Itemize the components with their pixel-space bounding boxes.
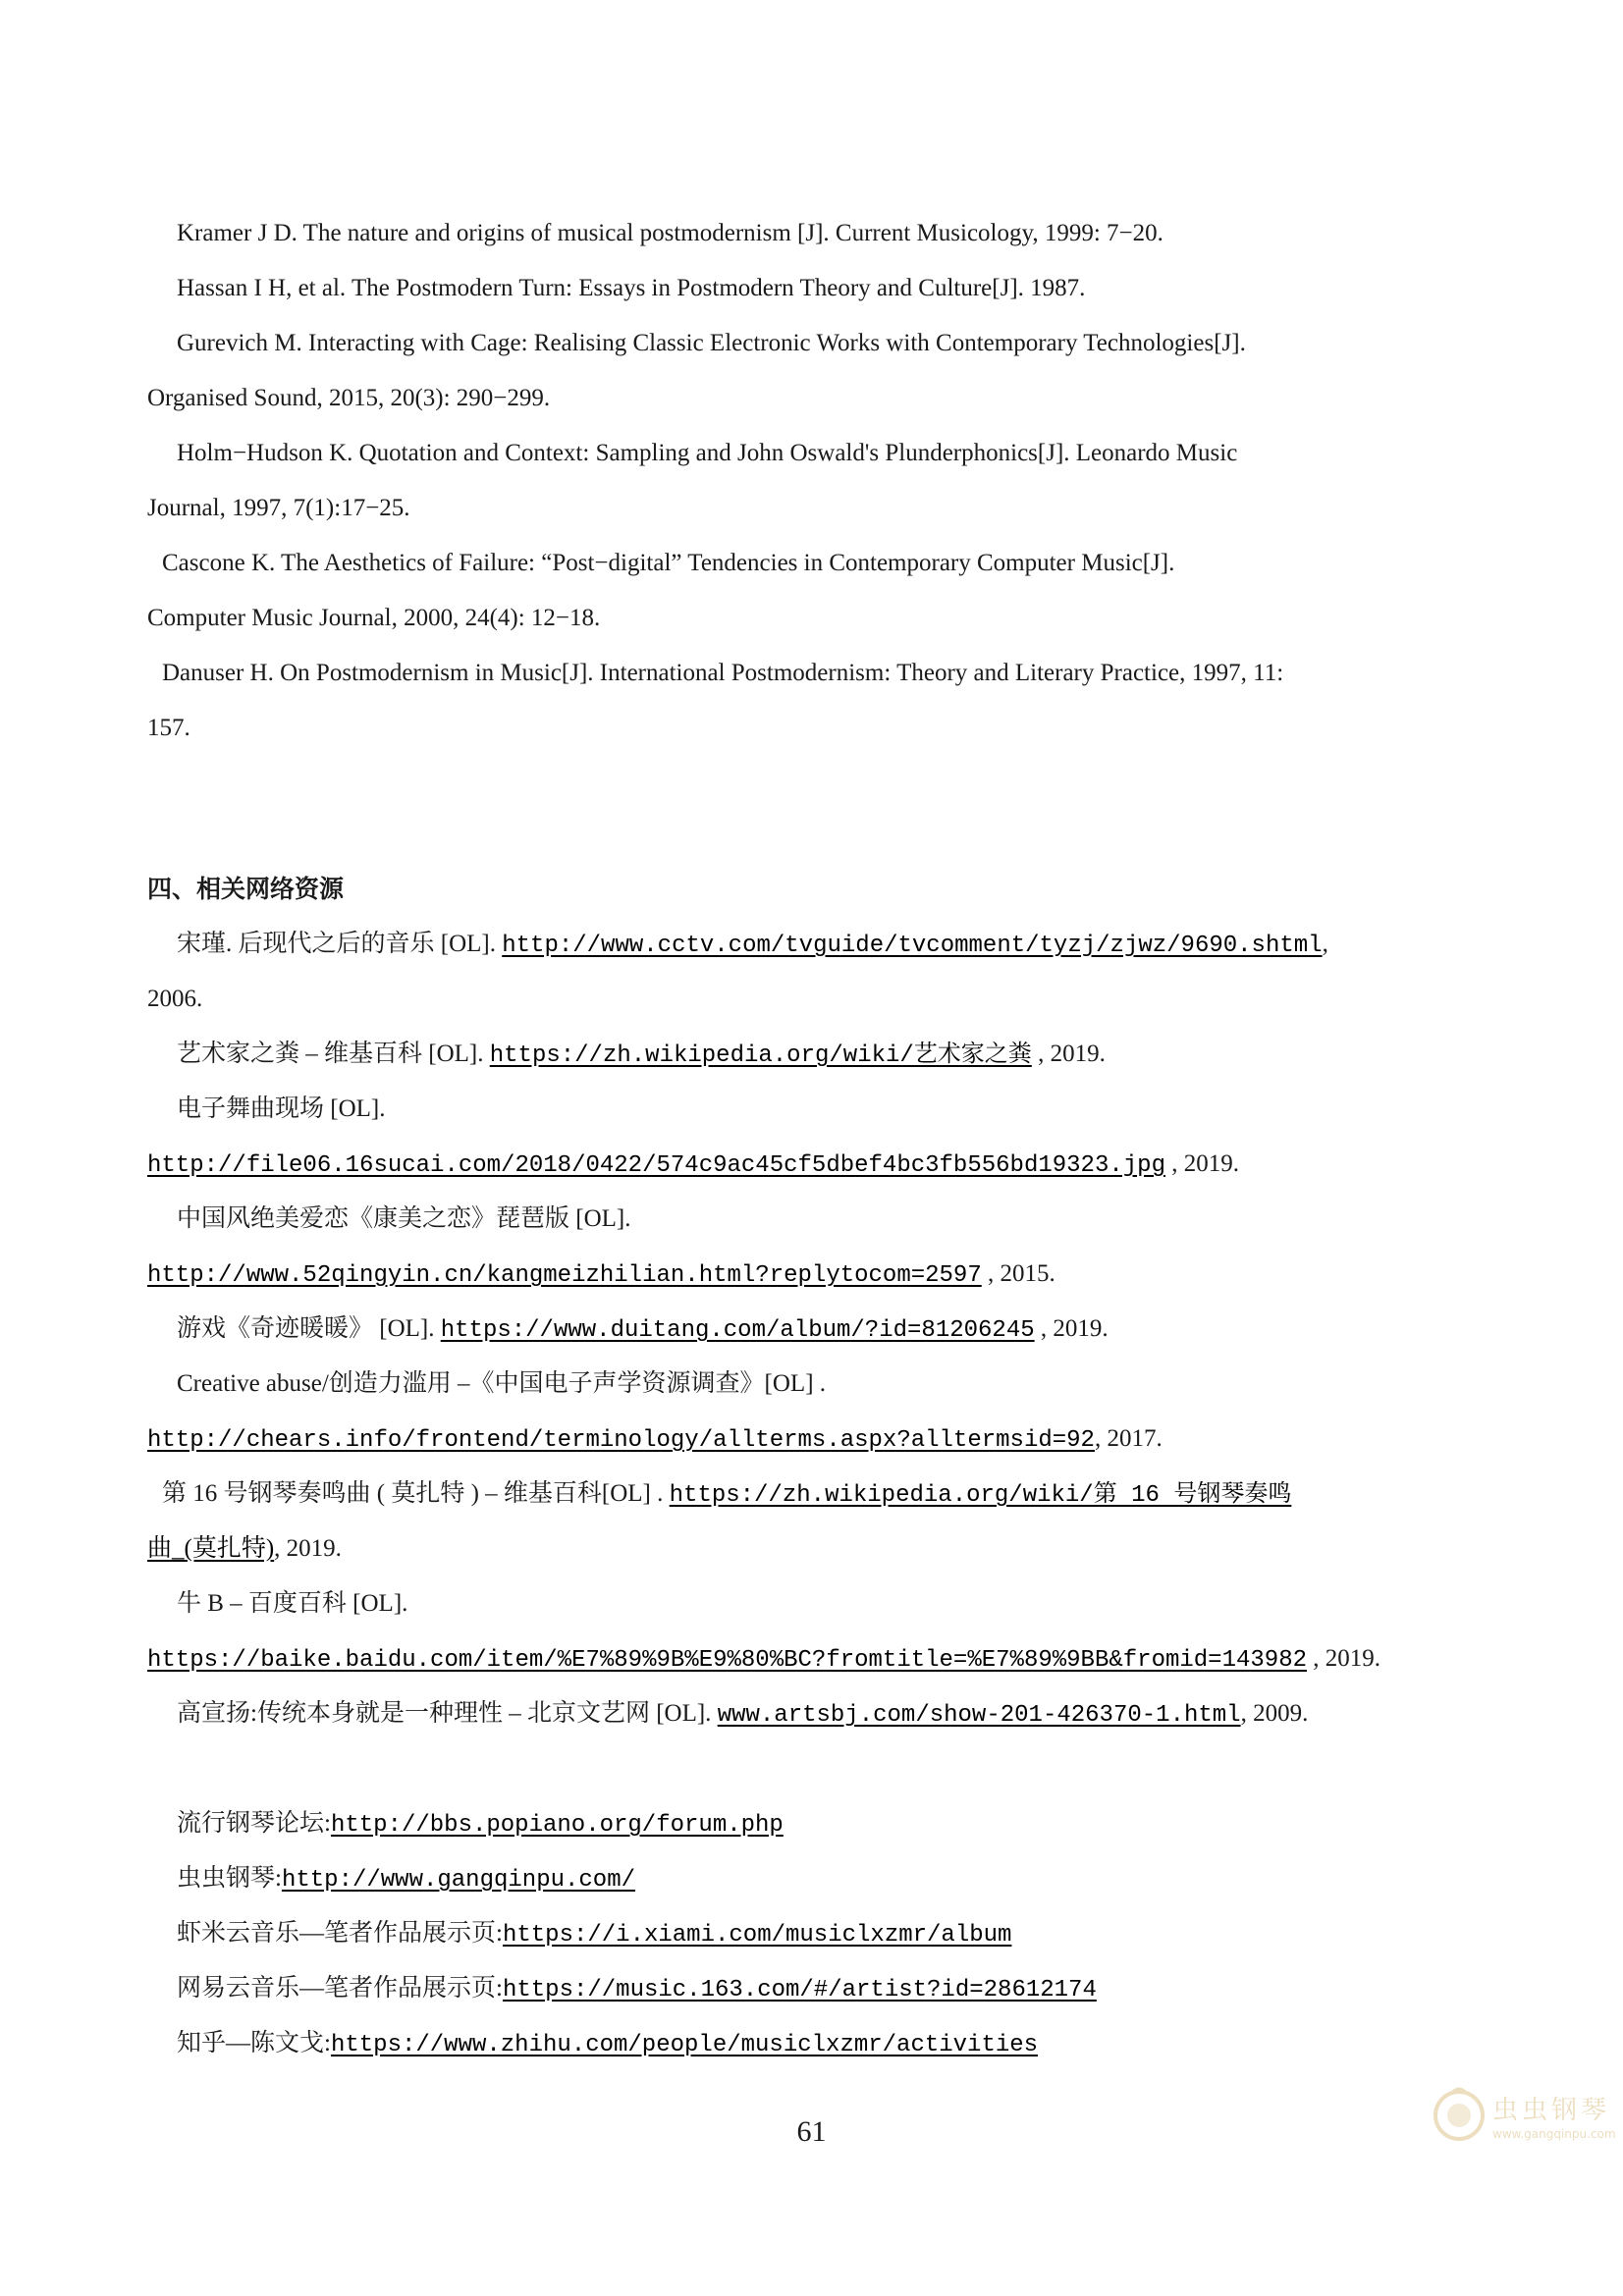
site-item bbox=[177, 1917, 1011, 1952]
site-item bbox=[177, 2027, 1038, 2062]
site-label: 流行钢琴论坛: bbox=[177, 1810, 331, 1837]
reference-link[interactable]: http://chears.info/frontend/terminology/allterms.aspx?alltermsid=92 bbox=[147, 1427, 1095, 1454]
watermark bbox=[1432, 2076, 1618, 2164]
web-reference bbox=[162, 1477, 1291, 1513]
reference-line: Gurevich M. Interacting with Cage: Realising Classic Electronic Works with Contemporary Technologies[J]. bbox=[177, 330, 1246, 356]
reference-text: 宋瑾. 后现代之后的音乐 [OL]. bbox=[177, 931, 503, 957]
site-link[interactable]: https://www.zhihu.com/people/musiclxzmr/activities bbox=[330, 2032, 1039, 2058]
reference-line: Danuser H. On Postmodernism in Music[J]. International Postmodernism: Theory and Literary Practice, 1997, 11: bbox=[162, 660, 1284, 686]
reference-link[interactable]: www.artsbj.com/show-201-426370-1.html bbox=[717, 1702, 1241, 1729]
page-number: 61 bbox=[796, 2115, 827, 2148]
site-link[interactable]: https://music.163.com/#/artist?id=28612174 bbox=[502, 1977, 1097, 2003]
reference-text: , 2019. bbox=[1164, 1150, 1239, 1177]
site-link[interactable]: http://bbs.popiano.org/forum.php bbox=[330, 1812, 784, 1839]
section-heading: 四、相关网络资源 bbox=[147, 875, 345, 903]
reference-text: , 2015. bbox=[981, 1260, 1055, 1287]
web-reference bbox=[147, 1642, 1380, 1678]
site-label: 虫虫钢琴: bbox=[177, 1865, 282, 1892]
site-link[interactable]: http://www.gangqinpu.com/ bbox=[281, 1867, 636, 1894]
reference-text: , 2019. bbox=[1034, 1315, 1109, 1342]
reference-link[interactable]: 曲_(莫扎特) bbox=[147, 1535, 275, 1562]
web-reference bbox=[147, 1422, 1163, 1458]
reference-line: Cascone K. The Aesthetics of Failure: “Post−digital” Tendencies in Contemporary Computer Music[J]. bbox=[162, 550, 1175, 576]
reference-line: Holm−Hudson K. Quotation and Context: Sampling and John Oswald's Plunderphonics[J]. Leonardo Music bbox=[177, 440, 1238, 466]
reference-line: Creative abuse/创造力滥用 –《中国电子声学资源调查》[OL] . bbox=[177, 1370, 827, 1397]
reference-link[interactable]: https://baike.baidu.com/item/%E7%89%9B%E9%80%BC?fromtitle=%E7%89%9BB&fromid=143982 bbox=[147, 1647, 1307, 1674]
reference-link[interactable]: http://www.cctv.com/tvguide/tvcomment/tyzj/zjwz/9690.shtml bbox=[502, 933, 1323, 959]
reference-link[interactable]: http://file06.16sucai.com/2018/0422/574c9ac45cf5dbef4bc3fb556bd19323.jpg bbox=[147, 1152, 1165, 1179]
reference-text: 第 16 号钢琴奏鸣曲 ( 莫扎特 ) – 维基百科[OL] . bbox=[162, 1480, 670, 1507]
web-reference bbox=[177, 1312, 1109, 1348]
web-reference bbox=[177, 1697, 1308, 1733]
web-reference bbox=[147, 1257, 1055, 1293]
reference-text: , 2009. bbox=[1240, 1700, 1309, 1727]
reference-text: 游戏《奇迹暖暖》 [OL]. bbox=[177, 1315, 441, 1342]
site-label: 知乎—陈文戈: bbox=[177, 2030, 331, 2056]
reference-line: Kramer J D. The nature and origins of musical postmodernism [J]. Current Musicology, 1999: 7−20. bbox=[177, 220, 1163, 246]
reference-line: 中国风绝美爱恋《康美之恋》琵琶版 [OL]. bbox=[177, 1205, 631, 1232]
reference-line: Journal, 1997, 7(1):17−25. bbox=[147, 495, 410, 521]
site-link[interactable]: https://i.xiami.com/musiclxzmr/album bbox=[502, 1922, 1012, 1949]
reference-text: , 2019. bbox=[274, 1535, 342, 1562]
reference-line: Hassan I H, et al. The Postmodern Turn: Essays in Postmodern Theory and Culture[J]. 1987. bbox=[177, 275, 1086, 301]
web-reference bbox=[147, 1532, 342, 1566]
web-reference bbox=[177, 1038, 1106, 1073]
site-label: 虾米云音乐—笔者作品展示页: bbox=[177, 1920, 503, 1947]
site-item bbox=[177, 1972, 1097, 2007]
web-reference bbox=[147, 1148, 1239, 1183]
logo-icon bbox=[1432, 2082, 1487, 2151]
web-reference bbox=[177, 928, 1328, 963]
reference-text: 艺术家之粪 – 维基百科 [OL]. bbox=[177, 1041, 490, 1067]
watermark-url: www.gangqinpu.com bbox=[1492, 2127, 1616, 2141]
site-item bbox=[177, 1807, 784, 1842]
reference-text: , 2019. bbox=[1307, 1645, 1380, 1672]
reference-link[interactable]: https://www.duitang.com/album/?id=81206245 bbox=[440, 1317, 1035, 1344]
reference-line: 157. bbox=[147, 715, 190, 741]
reference-text: , 2019. bbox=[1031, 1041, 1106, 1067]
reference-link[interactable]: https://zh.wikipedia.org/wiki/艺术家之粪 bbox=[489, 1042, 1032, 1069]
reference-line: 2006. bbox=[147, 986, 203, 1012]
reference-text: , 2017. bbox=[1094, 1425, 1163, 1452]
reference-link[interactable]: https://zh.wikipedia.org/wiki/第 16 号钢琴奏鸣 bbox=[669, 1482, 1292, 1509]
site-label: 网易云音乐—笔者作品展示页: bbox=[177, 1975, 503, 2002]
reference-line: Computer Music Journal, 2000, 24(4): 12−18. bbox=[147, 605, 601, 631]
reference-line: 牛 B – 百度百科 [OL]. bbox=[177, 1590, 408, 1617]
reference-text: 高宣扬:传统本身就是一种理性 – 北京文艺网 [OL]. bbox=[177, 1700, 718, 1727]
site-item bbox=[177, 1862, 635, 1897]
reference-line: 电子舞曲现场 [OL]. bbox=[177, 1095, 386, 1122]
reference-line: Organised Sound, 2015, 20(3): 290−299. bbox=[147, 385, 551, 411]
reference-text: , bbox=[1322, 931, 1328, 957]
reference-link[interactable]: http://www.52qingyin.cn/kangmeizhilian.html?replytocom=2597 bbox=[147, 1262, 982, 1289]
watermark-text: 虫虫钢琴 bbox=[1492, 2096, 1611, 2125]
